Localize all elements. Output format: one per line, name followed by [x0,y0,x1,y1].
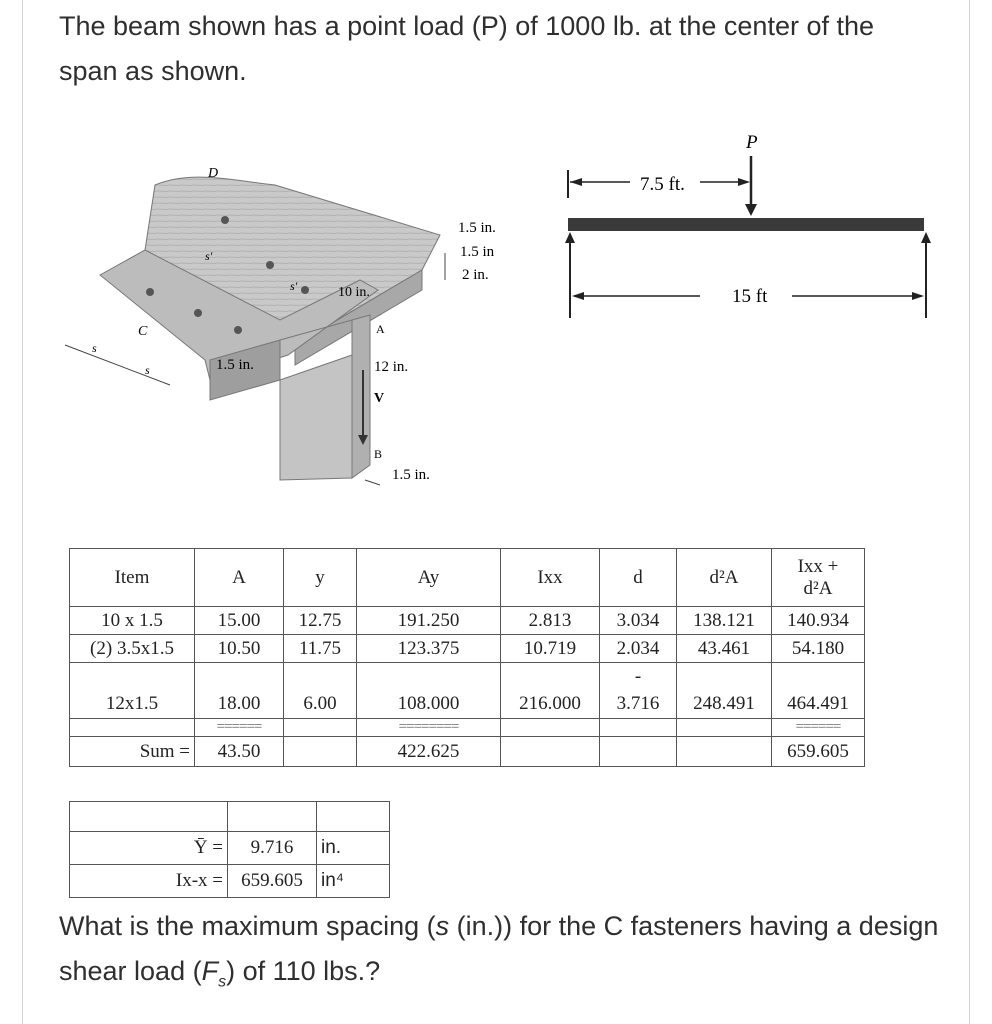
table-cell [600,737,677,767]
table-row [70,635,865,663]
sum-A: 43.50 [195,737,284,767]
header-total: Ixx + d²A [772,549,865,607]
label-V: V [374,391,385,406]
table-spacer-row [70,663,865,691]
header-item: Item [70,549,195,607]
table-cell: (2) 3.5x1.5 [70,635,195,663]
label-2in: 2 in. [462,267,489,283]
sum-row [70,737,865,767]
results-table [69,801,390,898]
ybar-value: 9.716 [228,832,317,865]
table-cell: 6.00 [284,691,357,719]
table-cell: 108.000 [357,691,501,719]
table-cell: 2.813 [501,607,600,635]
table-cell [677,663,772,691]
sum-Ay: 422.625 [357,737,501,767]
table-cell: 43.461 [677,635,772,663]
table-cell [772,663,865,691]
label-s-2: s [145,363,150,377]
table-header-row [70,549,865,607]
table-cell: 248.491 [677,691,772,719]
label-s-prime-2: s' [290,279,298,293]
table-cell: 3.034 [600,607,677,635]
table-cell: ====== [195,719,284,737]
header-Ixx: Ixx [501,549,600,607]
table-cell: 11.75 [284,635,357,663]
table-cell: 123.375 [357,635,501,663]
problem-statement: The beam shown has a point load (P) of 1000 lb. at the center of the span as shown. [59,11,875,86]
table-cell [600,719,677,737]
beam-bar [568,218,924,231]
label-s-prime-1: s' [205,249,213,263]
table-cell: 3.716 [600,691,677,719]
moment-of-inertia-table [69,548,865,767]
table-cell [317,802,390,832]
question-text: What is the maximum spacing (s (in.)) for the C fasteners having a design shear load $(F_s)$ of 110 lbs.? [59,911,939,991]
header-Ay: Ay [357,549,501,607]
ixx-value: 659.605 [228,865,317,898]
ixx-unit: in⁴ [317,865,390,898]
table-cell: 10.50 [195,635,284,663]
sum-label: Sum = [70,737,195,767]
label-A: A [376,322,385,336]
table-cell: 191.250 [357,607,501,635]
label-C: C [138,324,148,339]
half-span-label: 7.5 ft. [640,174,685,195]
table-cell: 12.75 [284,607,357,635]
ybar-unit: in. [317,832,390,865]
table-cell: ====== [772,719,865,737]
table-cell [195,663,284,691]
span-label: 15 ft [732,286,768,307]
table-cell: 138.121 [677,607,772,635]
table-cell [284,737,357,767]
header-A: A [195,549,284,607]
table-cell: 10.719 [501,635,600,663]
table-cell: 2.034 [600,635,677,663]
load-label-P: P [746,132,758,153]
table-cell [228,802,317,832]
table-cell [677,737,772,767]
sum-total: 659.605 [772,737,865,767]
table-cell [284,663,357,691]
table-cell: 54.180 [772,635,865,663]
table-cell [501,737,600,767]
header-y: y [284,549,357,607]
header-d: d [600,549,677,607]
label-B: B [374,447,383,461]
table-cell: 140.934 [772,607,865,635]
beam-illustration [60,140,520,540]
label-1-5in-flange: 1.5 in. [216,357,254,373]
header-d2A: d²A [677,549,772,607]
web-front [280,355,352,480]
ixx-label: Ix-x = [70,865,228,898]
label-12in: 12 in. [374,359,409,375]
table-cell: 18.00 [195,691,284,719]
table-cell [501,663,600,691]
table-cell [357,663,501,691]
table-cell [70,719,195,737]
label-10in: 10 in. [338,285,370,300]
separator-row [70,719,865,737]
label-s-1: s [92,341,97,355]
table-row [70,691,865,719]
table-cell [677,719,772,737]
table-cell: 10 x 1.5 [70,607,195,635]
blank-row [70,802,390,832]
table-cell [70,663,195,691]
table-cell [501,719,600,737]
table-row [70,607,865,635]
span-diagram [560,128,940,318]
ixx-row [70,865,390,898]
ybar-row [70,832,390,865]
table-cell: ======== [357,719,501,737]
table-cell: - [600,663,677,691]
table-cell [284,719,357,737]
table-cell: 12x1.5 [70,691,195,719]
table-cell: 216.000 [501,691,600,719]
label-D: D [208,166,219,181]
table-cell: 15.00 [195,607,284,635]
ybar-label: Ȳ = [70,832,228,865]
label-1-5in-web: 1.5 in. [392,467,430,483]
table-cell: 464.491 [772,691,865,719]
label-1-5in-side: 1.5 in [460,244,495,260]
label-1-5in-top: 1.5 in. [458,220,496,236]
table-cell [70,802,228,832]
